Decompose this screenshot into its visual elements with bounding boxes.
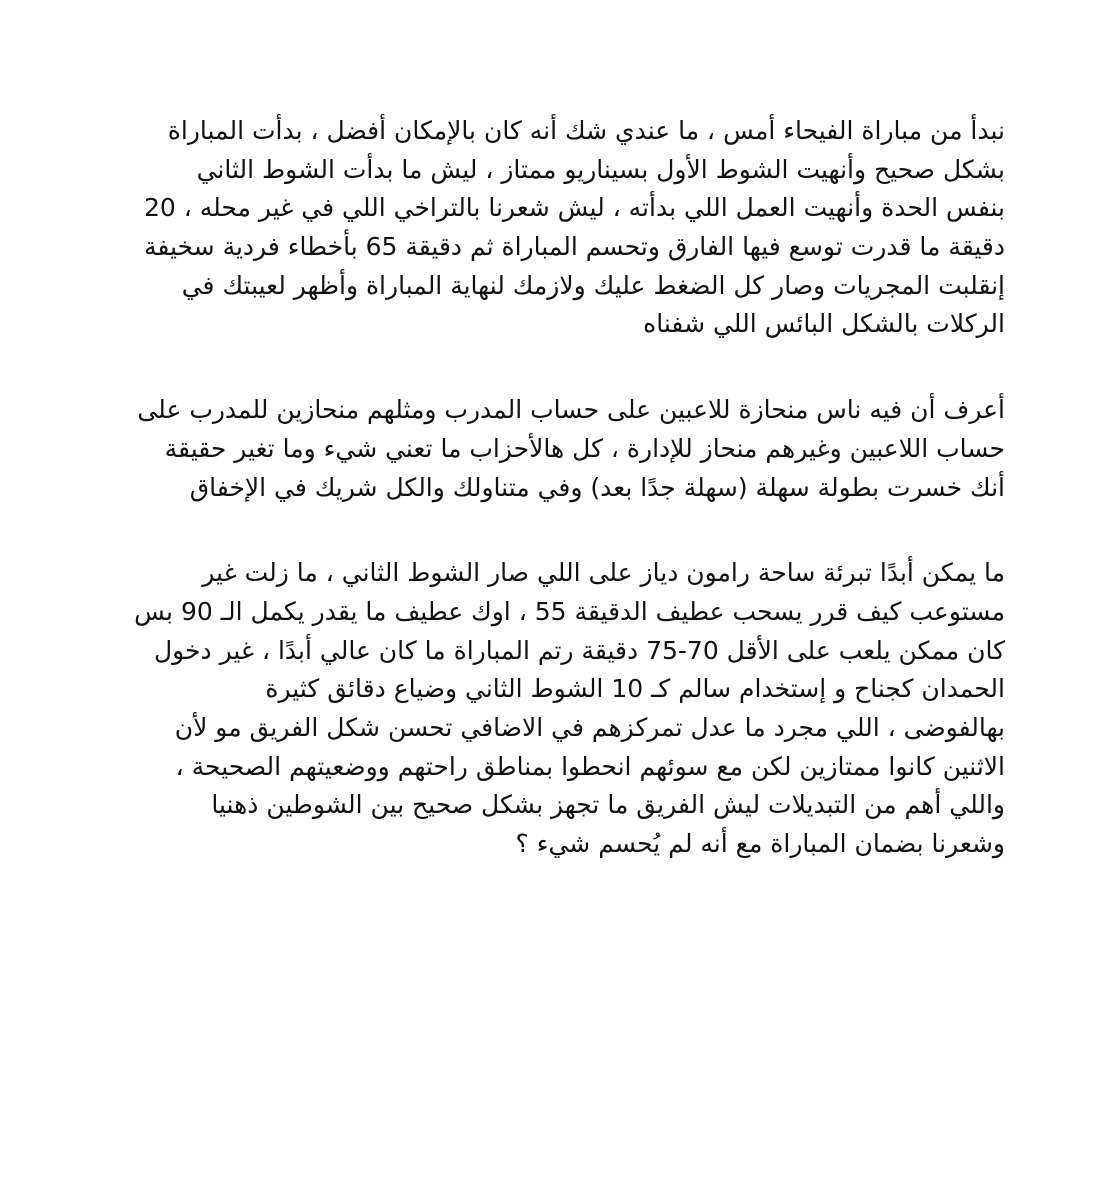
paragraph-factions: [95, 391, 1005, 507]
paragraph-spacer: [95, 507, 1005, 554]
text-line: بهالفوضى ، اللي مجرد ما عدل تمركزهم في الاضافي تحسن شكل الفريق مو لأن: [174, 712, 1005, 742]
text-line: كان ممكن يلعب على الأقل 70-75 دقيقة رتم المباراة ما كان عالي أبدًا ، غير دخول: [153, 635, 1005, 665]
text-line: نبدأ من مباراة الفيحاء أمس ، ما عندي شك أنه كان بالإمكان أفضل ، بدأت المباراة: [167, 116, 1005, 145]
text-line: ما يمكن أبدًا تبرئة ساحة رامون دياز على اللي صار الشوط الثاني ، ما زلت غير: [202, 558, 1005, 588]
text-line: بنفس الحدة وأنهيت العمل اللي بدأته ، ليش شعرنا بالتراخي اللي في غير محله ، 20: [143, 193, 1005, 223]
text-line: الحمدان كجناح و إستخدام سالم كـ 10 الشوط الثاني وضياع دقائق كثيرة: [265, 674, 1005, 704]
text-line: مستوعب كيف قرر يسحب عطيف الدقيقة 55 ، اوك عطيف ما يقدر يكمل الـ 90 بس: [134, 596, 1005, 626]
text-line: أنك خسرت بطولة سهلة (سهلة جدًا بعد) وفي متناولك والكل شريك في الإخفاق: [189, 472, 1005, 502]
text-line: أعرف أن فيه ناس منحازة للاعبين على حساب المدرب ومثلهم منحازين للمدرب على: [137, 395, 1005, 425]
text-line: دقيقة ما قدرت توسع فيها الفارق وتحسم المباراة ثم دقيقة 65 بأخطاء فردية سخيفة: [143, 232, 1005, 262]
paragraph-coach-decisions: [95, 554, 1005, 864]
text-line: واللي أهم من التبديلات ليش الفريق ما تجهز بشكل صحيح بين الشوطين ذهنيا: [211, 790, 1005, 820]
text-line: الاثنين كانوا ممتازين لكن مع سوئهم انحطوا بمناطق راحتهم ووضعيتهم الصحيحة ،: [175, 751, 1005, 781]
paragraph-spacer: [95, 344, 1005, 391]
text-line: وشعرنا بضمان المباراة مع أنه لم يُحسم شيء ؟: [515, 829, 1005, 858]
text-line: حساب اللاعبين وغيرهم منحاز للإدارة ، كل هالأحزاب ما تعني شيء وما تغير حقيقة: [164, 433, 1005, 463]
text-line: إنقلبت المجريات وصار كل الضغط عليك ولازمك لنهاية المباراة وأظهر لعيبتك في: [181, 270, 1005, 300]
paragraph-match-review: [95, 112, 1005, 344]
text-line: بشكل صحيح وأنهيت الشوط الأول بسيناريو ممتاز ، ليش ما بدأت الشوط الثاني: [196, 154, 1005, 184]
document-body: [95, 112, 1005, 864]
text-line: الركلات بالشكل البائس اللي شفناه: [643, 309, 1005, 339]
